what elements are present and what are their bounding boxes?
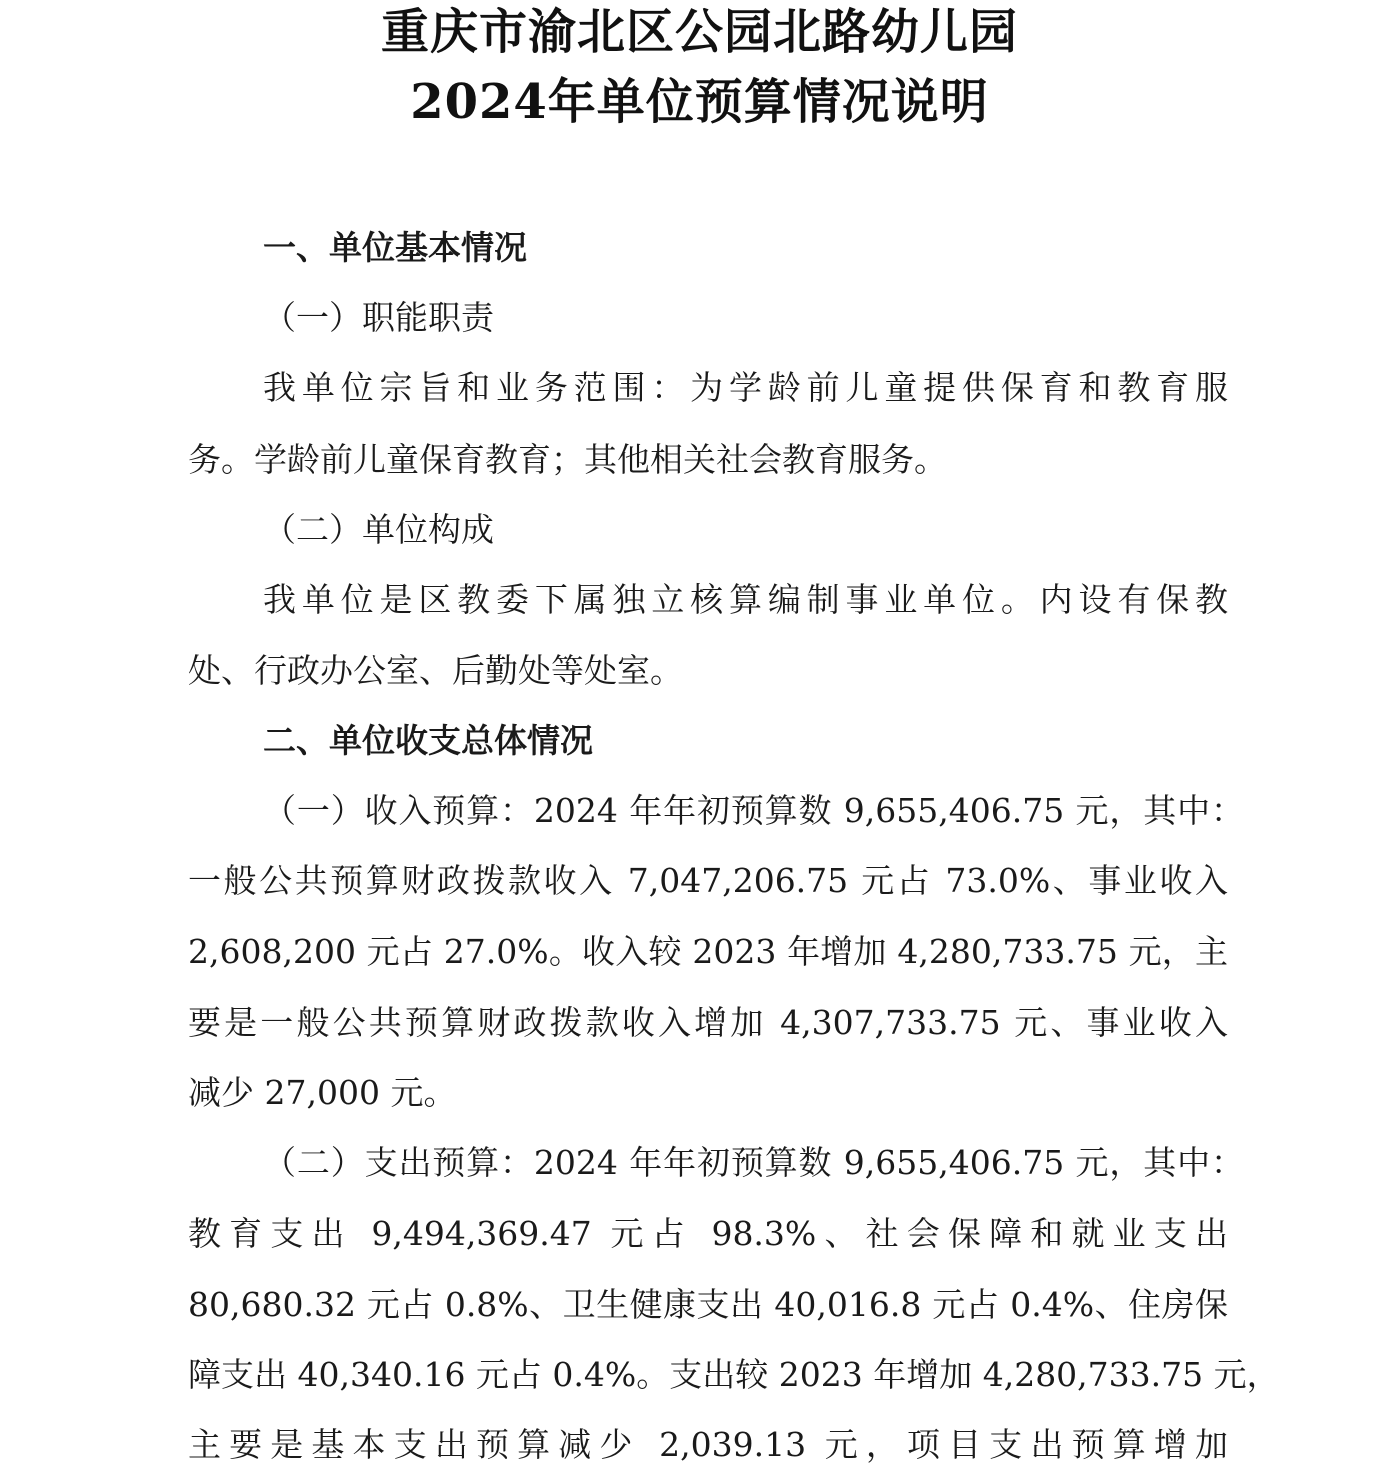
expense-paragraph-line: 教育支出 9,494,369.47 元占 98.3%、社会保障和就业支出 [188, 1214, 1228, 1253]
expense-paragraph-line: 80,680.32 元占 0.8%、卫生健康支出 40,016.8 元占 0.4%、住房保 [188, 1285, 1228, 1324]
income-paragraph-line: 要是一般公共预算财政拨款收入增加 4,307,733.75 元、事业收入 [188, 1003, 1228, 1042]
income-paragraph-line: （一）收入预算：2024 年年初预算数 9,655,406.75 元，其中： [263, 791, 1244, 830]
document-title-line2: 2024年单位预算情况说明 [410, 74, 989, 130]
sub1-paragraph-line: 务。学龄前儿童保育教育；其他相关社会教育服务。 [188, 440, 947, 479]
sub1-heading: （一）职能职责 [263, 298, 494, 337]
sub2-paragraph-line: 处、行政办公室、后勤处等处室。 [188, 651, 683, 690]
sub1-paragraph-line: 我单位宗旨和业务范围：为学龄前儿童提供保育和教育服 [263, 368, 1228, 407]
sub2-heading: （二）单位构成 [263, 510, 494, 549]
expense-paragraph-line: 主要是基本支出预算减少 2,039.13 元，项目支出预算增加 [188, 1425, 1228, 1464]
income-paragraph-line: 减少 27,000 元。 [188, 1073, 457, 1112]
expense-paragraph-line: （二）支出预算：2024 年年初预算数 9,655,406.75 元，其中： [263, 1143, 1244, 1182]
sub2-paragraph-line: 我单位是区教委下属独立核算编制事业单位。内设有保教 [263, 580, 1228, 619]
expense-paragraph-line: 障支出 40,340.16 元占 0.4%。支出较 2023 年增加 4,280,733.75 元， [188, 1355, 1280, 1394]
income-paragraph-line: 2,608,200 元占 27.0%。收入较 2023 年增加 4,280,733.75 元，主 [188, 932, 1228, 971]
income-paragraph-line: 一般公共预算财政拨款收入 7,047,206.75 元占 73.0%、事业收入 [188, 861, 1228, 900]
document-title-line1: 重庆市渝北区公园北路幼儿园 [380, 4, 1018, 60]
section1-heading: 一、单位基本情况 [263, 228, 527, 267]
section2-heading: 二、单位收支总体情况 [263, 721, 593, 760]
